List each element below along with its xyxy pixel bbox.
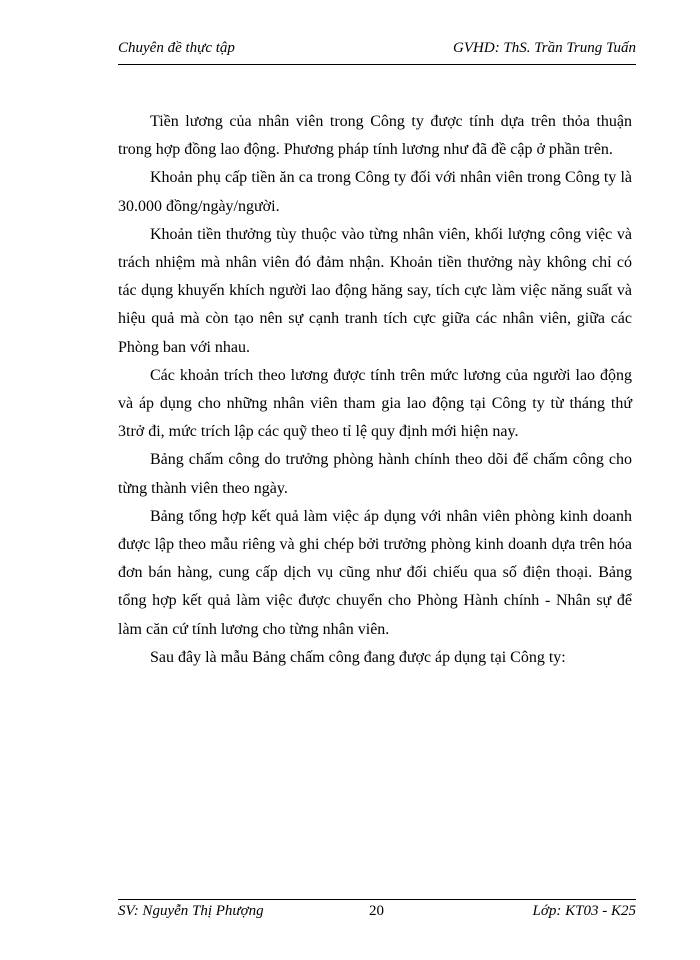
- paragraph-bonus: Khoản tiền thưởng tùy thuộc vào từng nhân viên, khối lượng công việc và trách nhiệm mà nhân viên đó đảm nhận. Khoản tiền thưởng này không chỉ có tác dụng khuyến khích người lao động hăng say, tích cực làm việc năng suất và hiệu quả mà còn tạo nên sự cạnh tranh tích cực giữa các nhân viên, giữa các Phòng ban với nhau.: [118, 225, 632, 356]
- paragraph-timesheet: Bảng chấm công do trưởng phòng hành chính theo dõi để chấm công cho từng thành viên theo ngày.: [118, 451, 632, 497]
- document-body: [118, 108, 632, 672]
- paragraph-salary: Tiền lương của nhân viên trong Công ty được tính dựa trên thỏa thuận trong hợp đồng lao động. Phương pháp tính lương như đã đề cập ở phần trên.: [118, 113, 632, 159]
- paragraph-meal-allowance: Khoản phụ cấp tiền ăn ca trong Công ty đối với nhân viên trong Công ty là 30.000 đồng/ngày/người.: [118, 169, 632, 215]
- header-title: Chuyên đề thực tập: [118, 40, 235, 56]
- paragraph-summary-sheet: Bảng tổng hợp kết quả làm việc áp dụng với nhân viên phòng kinh doanh được lập theo mẫu riêng và ghi chép bởi trưởng phòng kinh doanh dựa trên hóa đơn bán hàng, cung cấp dịch vụ cũng như đối chiếu qua số điện thoại. Bảng tổng hợp kết quả làm việc được chuyển cho Phòng Hành chính - Nhân sự để làm căn cứ tính lương cho từng nhân viên.: [118, 507, 632, 638]
- page-footer: [118, 899, 636, 922]
- paragraph-deductions: Các khoản trích theo lương được tính trên mức lương của người lao động và áp dụng cho những nhân viên tham gia lao động tại Công ty từ tháng thứ 3trở đi, mức trích lập các quỹ theo tỉ lệ quy định mới hiện nay.: [118, 366, 632, 441]
- footer-student: SV: Nguyễn Thị Phượng: [118, 903, 264, 919]
- footer-class: Lớp: KT03 - K25: [532, 903, 636, 919]
- header-advisor: GVHD: ThS. Trần Trung Tuấn: [453, 40, 636, 56]
- paragraph-intro-template: Sau đây là mẫu Bảng chấm công đang được áp dụng tại Công ty:: [150, 648, 566, 666]
- page-header: [118, 40, 636, 65]
- page-number: 20: [369, 903, 384, 919]
